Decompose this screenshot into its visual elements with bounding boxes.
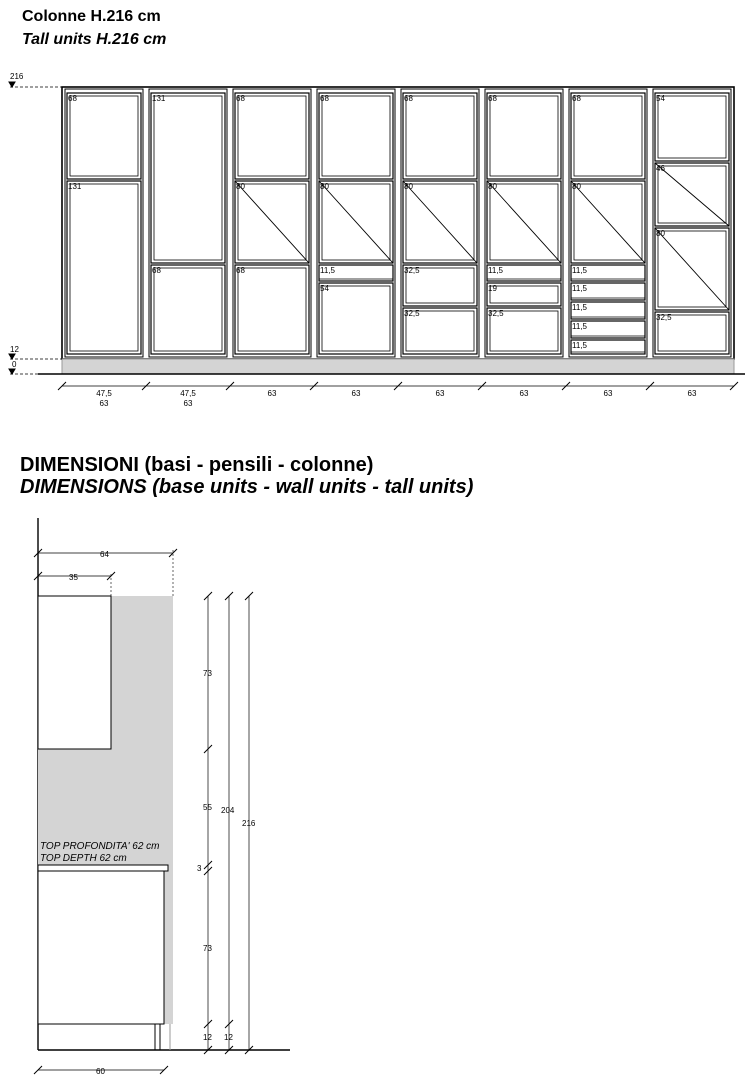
top-depth-note-italian: TOP PROFONDITA' 62 cm <box>40 841 160 852</box>
unit-6-panel-4-height-label: 19 <box>488 284 497 293</box>
unit-7-panel-6-height-label: 11,5 <box>572 322 587 331</box>
unit-7-panel-3-height-label: 11,5 <box>572 266 587 275</box>
tall-depth-label: 64 <box>100 550 109 559</box>
unit-7-panel-2-height-label: 80 <box>572 182 581 191</box>
plinth-b-label: 12 <box>224 1033 233 1042</box>
unit-1-width-alt-label: 63 <box>99 399 109 408</box>
unit-4-panel-2-height-label: 80 <box>320 182 329 191</box>
base-unit-profile <box>38 871 164 1024</box>
unit-3-panel-3-height-label: 68 <box>236 266 245 275</box>
unit-4-panel-1-height-label: 68 <box>320 94 329 103</box>
unit-3-panel-1-height-label: 68 <box>236 94 245 103</box>
unit-3-panel-2-height-label: 80 <box>236 182 245 191</box>
top-depth-note-english: TOP DEPTH 62 cm <box>40 853 127 864</box>
level-216-label: 216 <box>10 72 24 81</box>
unit-3-width-label: 63 <box>267 389 277 398</box>
unit-6-panel-3-height-label: 11,5 <box>488 266 503 275</box>
section-title-english: DIMENSIONS (base units - wall units - tall units) <box>20 476 474 498</box>
section-title-italian: DIMENSIONI (basi - pensili - colonne) <box>20 454 374 476</box>
unit-7-panel-4-height-label: 11,5 <box>572 284 587 293</box>
unit-7-width-label: 63 <box>603 389 613 398</box>
unit-5-panel-4-height-label: 32,5 <box>404 309 420 318</box>
title-italian: Colonne H.216 cm <box>22 8 161 25</box>
level-0-label: 0 <box>12 360 17 369</box>
gap-height-label: 55 <box>203 803 212 812</box>
wall-depth-label: 35 <box>69 573 78 582</box>
unit-7-panel-7-height-label: 11,5 <box>572 341 587 350</box>
unit-8-panel-1-height-label: 54 <box>656 94 665 103</box>
unit-4-width-label: 63 <box>351 389 361 398</box>
wall-unit-height-label: 73 <box>203 669 212 678</box>
base-depth-label: 60 <box>96 1067 105 1076</box>
plinth-a-label: 12 <box>203 1033 212 1042</box>
wall-unit-profile <box>38 596 111 749</box>
unit-2-panel-2-height-label: 68 <box>152 266 161 275</box>
unit-8-panel-4-height-label: 32,5 <box>656 313 672 322</box>
unit-1-width-label: 47,5 <box>96 389 112 398</box>
wall-top-height-label: 204 <box>221 806 235 815</box>
unit-6-panel-5-height-label: 32,5 <box>488 309 504 318</box>
unit-2-width-label: 47,5 <box>180 389 196 398</box>
unit-8-width-label: 63 <box>687 389 697 398</box>
unit-1-panel-1-height-label: 68 <box>68 94 77 103</box>
unit-5-width-label: 63 <box>435 389 445 398</box>
worktop-height-label: 3 <box>197 864 202 873</box>
unit-5-panel-3-height-label: 32,5 <box>404 266 420 275</box>
unit-6-panel-2-height-label: 80 <box>488 182 497 191</box>
worktop-profile <box>38 865 168 871</box>
unit-5-panel-2-height-label: 80 <box>404 182 413 191</box>
unit-2-width-alt-label: 63 <box>183 399 193 408</box>
unit-6-panel-1-height-label: 68 <box>488 94 497 103</box>
unit-2-panel-1-height-label: 131 <box>152 94 166 103</box>
level-12-label: 12 <box>10 345 19 354</box>
unit-7-panel-5-height-label: 11,5 <box>572 303 587 312</box>
unit-8-panel-3-height-label: 80 <box>656 229 665 238</box>
unit-5-panel-1-height-label: 68 <box>404 94 413 103</box>
unit-1-panel-2-height-label: 131 <box>68 182 82 191</box>
unit-7-panel-1-height-label: 68 <box>572 94 581 103</box>
title-english: Tall units H.216 cm <box>22 31 167 48</box>
unit-6-width-label: 63 <box>519 389 529 398</box>
unit-8-panel-2-height-label: 46 <box>656 164 665 173</box>
tall-height-label: 216 <box>242 819 256 828</box>
base-unit-height-label: 73 <box>203 944 212 953</box>
unit-4-panel-3-height-label: 11,5 <box>320 266 335 275</box>
unit-4-panel-4-height-label: 54 <box>320 284 329 293</box>
